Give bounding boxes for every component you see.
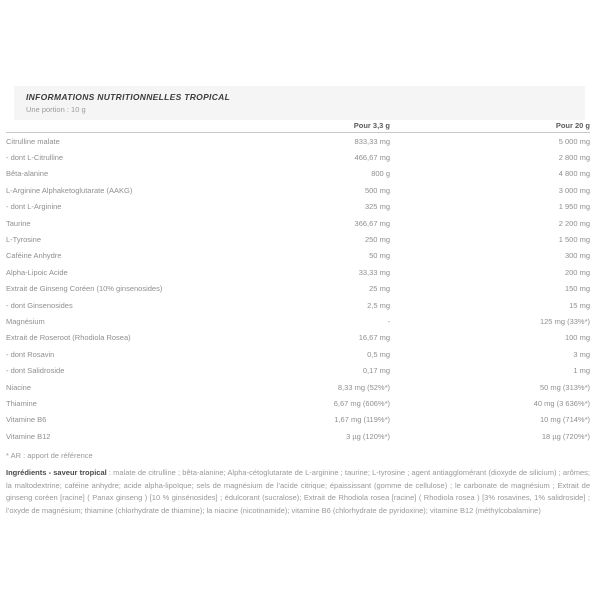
row-label: Extrait de Roseroot (Rhodiola Rosea) xyxy=(6,333,131,343)
table-row xyxy=(6,248,590,264)
row-value-3-3g: 0,5 mg xyxy=(367,349,390,359)
row-label: Niacine xyxy=(6,382,32,392)
row-label: - dont Ginsenosides xyxy=(6,300,73,310)
row-value-20g: 10 mg (714%*) xyxy=(539,415,590,425)
row-value-3-3g: - xyxy=(387,316,390,326)
panel-header xyxy=(14,86,585,120)
row-value-3-3g: 16,67 mg xyxy=(358,333,390,343)
table-row xyxy=(6,182,590,198)
row-value-20g: 18 µg (720%*) xyxy=(541,431,590,441)
table-row xyxy=(6,231,590,247)
row-value-3-3g: 33,33 mg xyxy=(358,267,390,277)
row-label: Vitamine B6 xyxy=(6,415,47,425)
row-value-20g: 1 500 mg xyxy=(558,235,590,245)
row-label: - dont L-Arginine xyxy=(6,202,62,212)
serving-size: Une portion : 10 g xyxy=(26,105,86,114)
row-value-3-3g: 8,33 mg (52%*) xyxy=(337,382,390,392)
row-label: Citrulline malate xyxy=(6,136,60,146)
column-header-per-3-3g: Pour 3,3 g xyxy=(353,121,390,130)
row-label: Alpha-Lipoic Acide xyxy=(6,267,68,277)
row-value-3-3g: 50 mg xyxy=(369,251,390,261)
row-value-3-3g: 325 mg xyxy=(364,202,390,212)
row-value-3-3g: 250 mg xyxy=(364,235,390,245)
row-label: Bêta-alanine xyxy=(6,169,49,179)
row-value-20g: 15 mg xyxy=(569,300,590,310)
panel-title: INFORMATIONS NUTRITIONNELLES TROPICAL xyxy=(26,92,231,102)
row-value-3-3g: 833,33 mg xyxy=(354,136,390,146)
row-value-3-3g: 6,67 mg (606%*) xyxy=(333,398,390,408)
table-row xyxy=(6,412,590,428)
table-row xyxy=(6,281,590,297)
table-row xyxy=(6,149,590,165)
table-row xyxy=(6,330,590,346)
ingredients-paragraph xyxy=(6,467,590,517)
row-label: Thiamine xyxy=(6,398,37,408)
reference-footnote: * AR : apport de référence xyxy=(6,451,93,461)
ingredients-text: : malate de citrulline ; bêta-alanine; Alpha-cétoglutarate de L-arginine ; taurine; L-tyrosine ; agent antiagglomérant (dioxyde de silicium) ; arômes; la maltodextrine; caféine anhydre; acide alpha-lipoïque; sels de magnésium de l’acide citrique; épaississant (gomme de cellulose) ; le carbonate de magnésium ; Extrait de ginseng coréen [racine] ( Panax ginseng ) [10 % ginsénosides] ; édulcorant (sucralose); Extrait de Rhodiola rosea [racine] ( Rhodiola rosea ) [3% rosavines, 1% salidroside] ; l’oxyde de magnésium; thiamine (chlorhydrate de thiamine); la niacine (nicotinamide); vitamine B6 (chlorhydrate de pyridoxine); vitamine B12 (méthylcobalamine) xyxy=(6,468,590,515)
row-label: Extrait de Ginseng Coréen (10% ginsenosides) xyxy=(6,284,163,294)
row-value-20g: 300 mg xyxy=(564,251,590,261)
table-header-row xyxy=(6,120,590,133)
table-row xyxy=(6,215,590,231)
row-value-20g: 50 mg (313%*) xyxy=(539,382,590,392)
table-row xyxy=(6,362,590,378)
row-value-3-3g: 366,67 mg xyxy=(354,218,390,228)
row-value-3-3g: 800 g xyxy=(371,169,390,179)
row-value-20g: 5 000 mg xyxy=(558,136,590,146)
table-row xyxy=(6,133,590,149)
row-label: - dont Salidroside xyxy=(6,366,65,376)
row-value-3-3g: 466,67 mg xyxy=(354,153,390,163)
ingredients-label: Ingrédients - saveur tropical xyxy=(6,468,107,478)
row-value-20g: 3 000 mg xyxy=(558,185,590,195)
row-value-3-3g: 1,67 mg (119%*) xyxy=(334,415,390,425)
table-row xyxy=(6,264,590,280)
table-row xyxy=(6,166,590,182)
row-value-3-3g: 2,5 mg xyxy=(367,300,390,310)
row-value-3-3g: 500 mg xyxy=(364,185,390,195)
row-label: Caféine Anhydre xyxy=(6,251,62,261)
row-label: L-Tyrosine xyxy=(6,235,42,245)
row-value-20g: 100 mg xyxy=(564,333,590,343)
table-row xyxy=(6,428,590,444)
row-label: Taurine xyxy=(6,218,31,228)
table-row xyxy=(6,346,590,362)
row-value-20g: 200 mg xyxy=(564,267,590,277)
row-value-20g: 1 mg xyxy=(573,366,590,376)
row-value-20g: 125 mg (33%*) xyxy=(539,316,590,326)
row-value-3-3g: 3 µg (120%*) xyxy=(346,431,390,441)
row-label: L-Arginine Alphaketoglutarate (AAKG) xyxy=(6,185,133,195)
table-row xyxy=(6,313,590,329)
row-value-20g: 4 800 mg xyxy=(558,169,590,179)
table-row xyxy=(6,395,590,411)
row-label: - dont L-Citrulline xyxy=(6,153,64,163)
column-header-per-20g: Pour 20 g xyxy=(555,121,590,130)
row-value-20g: 2 200 mg xyxy=(558,218,590,228)
row-value-20g: 1 950 mg xyxy=(558,202,590,212)
row-label: Vitamine B12 xyxy=(6,431,51,441)
row-label: Magnésium xyxy=(6,316,45,326)
row-value-20g: 40 mg (3 636%*) xyxy=(533,398,590,408)
nutrition-table-body xyxy=(6,133,590,444)
nutrition-panel xyxy=(6,86,590,517)
table-row xyxy=(6,379,590,395)
row-value-3-3g: 25 mg xyxy=(369,284,390,294)
row-label: - dont Rosavin xyxy=(6,349,55,359)
table-row xyxy=(6,297,590,313)
row-value-3-3g: 0,17 mg xyxy=(362,366,390,376)
row-value-20g: 3 mg xyxy=(573,349,590,359)
table-row xyxy=(6,199,590,215)
row-value-20g: 2 800 mg xyxy=(558,153,590,163)
row-value-20g: 150 mg xyxy=(564,284,590,294)
